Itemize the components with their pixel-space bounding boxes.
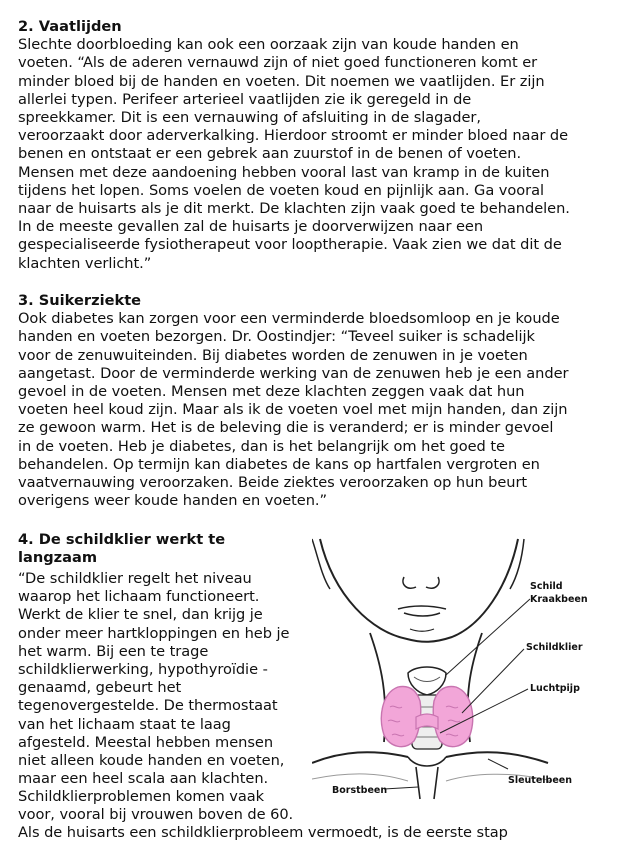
section-heading: 3. Suikerziekte bbox=[18, 292, 142, 309]
mouth bbox=[398, 606, 446, 616]
label-kraakbeen: Kraakbeen bbox=[530, 594, 588, 605]
section-body-schildklier-end: voor, vooral bij vrouwen boven de 60. bbox=[18, 806, 294, 823]
thyroid-illustration bbox=[312, 537, 598, 809]
section-body: Ook diabetes kan zorgen voor een verminderde bloedsomloop en je koude handen en voeten bezorgen. Dr. Oostindjer: “Teveel suiker is schadelijk voor de zenuwuiteinden. Bij diabetes worden de zenuwen in je voeten aangetast. Door de verminderde werking van de zenuwen heb je een ander gevoel in de voeten. Mensen met deze klachten zeggen vaak dat hun voeten heel koud zijn. Maar als ik de voeten voel met mijn handen, dan zijn ze gewoon warm. Het is de beleving die is veranderd; er is minder gevoel in de voeten. Heb je diabetes, dan is het belangrijk om het goed te behandelen. Op termijn kan diabetes de kans op hartfalen vergroten en vaatvernauwing veroorzaken. Beide ziektes veroorzaken op hun beurt overigens weer koude handen en voeten.” bbox=[18, 310, 569, 510]
section-vaatlijden bbox=[18, 18, 570, 273]
clavicle-right bbox=[446, 752, 548, 763]
face-outline bbox=[320, 539, 518, 642]
sternum bbox=[408, 757, 446, 799]
leader-kraakbeen bbox=[446, 599, 530, 675]
section-heading-schildklier: 4. De schildklier werkt te langzaam bbox=[18, 531, 226, 567]
label-luchtpijp: Luchtpijp bbox=[530, 683, 580, 694]
section-heading: 2. Vaatlijden bbox=[18, 18, 122, 35]
leader-borstbeen bbox=[384, 787, 418, 789]
section-body-schildklier: “De schildklier regelt het niveau waarop het lichaam functioneert. Werkt de klier te snel, dan krijg je onder meer hartkloppingen en heb je het warm. Bij een te trage schildklierwerking, hypothyroïdie - genaamd, gebeurt het tegenovergestelde. De thermostaat van het lichaam staat te laag afgesteld. Meestal hebben mensen niet alleen koude handen en voeten, maar een heel scala aan klachten. Schildklierproblemen komen vaak bbox=[18, 570, 290, 806]
label-sleutelbeen: Sleutelbeen bbox=[508, 775, 572, 786]
label-schildklier: Schildklier bbox=[526, 642, 583, 653]
leader-schildklier bbox=[462, 649, 524, 713]
section-body: Slechte doorbloeding kan ook een oorzaak zijn van koude handen en voeten. “Als de aderen vernauwd zijn of niet goed functioneren komt er minder bloed bij de handen en voeten. Dit noemen we vaatlijden. Er zijn allerlei typen. Perifeer arterieel vaatlijden zie ik geregeld in de spreekkamer. Dit is een vernauwing of afsluiting in de slagader, veroorzaakt door aderverkalking. Hierdoor stroomt er minder bloed naar de benen en ontstaat er een gebrek aan zuurstof in de benen of voeten. Mensen met deze aandoening hebben vooral last van kramp in de kuiten tijdens het lopen. Soms voelen de voeten koud en pijnlijk aan. Ga vooral naar de huisarts als je dit merkt. De klachten zijn vaak goed te behandelen. In de meeste gevallen zal de huisarts je doorverwijzen naar een gespecialiseerde fysiotherapeut voor looptherapie. Vaak zien we dat dit de klachten verlicht.” bbox=[18, 36, 570, 272]
label-schild: Schild bbox=[530, 581, 563, 592]
label-borstbeen: Borstbeen bbox=[332, 785, 388, 796]
section-body-schildklier-continued: Als de huisarts een schildklierprobleem vermoedt, is de eerste stap bbox=[18, 824, 508, 841]
thyroid-gland-left bbox=[381, 687, 420, 747]
nose bbox=[403, 577, 439, 588]
section-suikerziekte bbox=[18, 292, 570, 510]
thyroid-gland-right bbox=[433, 687, 472, 747]
clavicle-left bbox=[312, 752, 408, 763]
leader-sleutelbeen bbox=[488, 759, 508, 769]
